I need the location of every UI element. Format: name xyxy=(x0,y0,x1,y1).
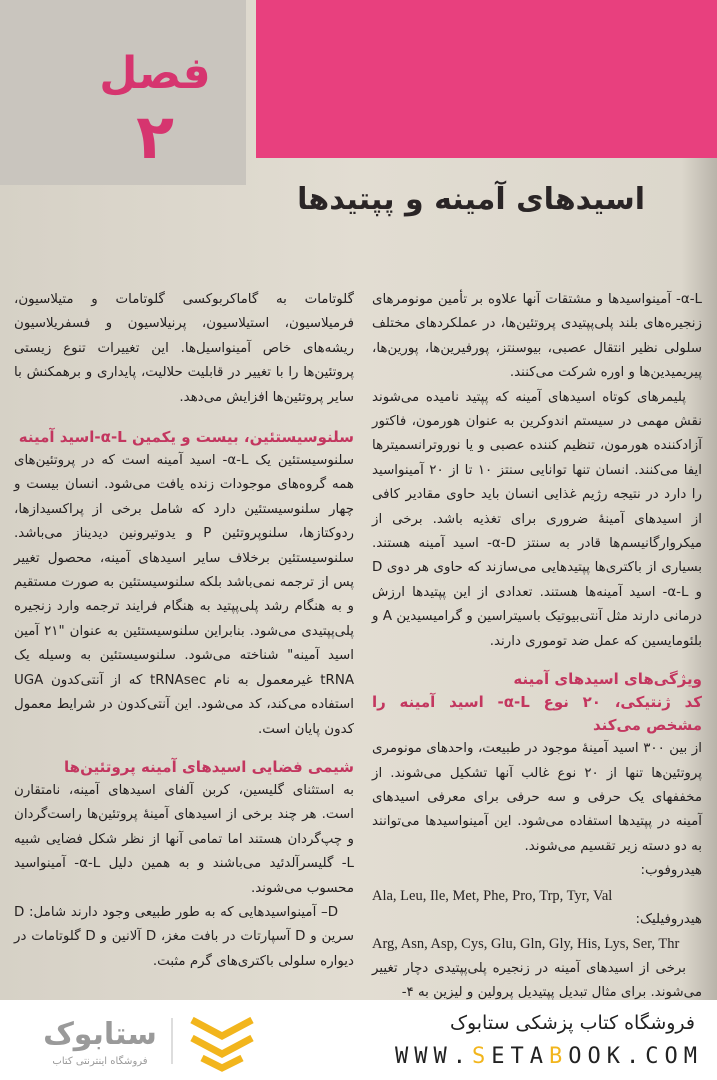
logo-text: ستابوک xyxy=(43,1017,157,1052)
subsection-heading: کد ژنتیکی، ۲۰ نوع α-L- اسید آمینه را مشخص می‌کند xyxy=(372,693,702,735)
shop-name: فروشگاه کتاب پزشکی ستابوک xyxy=(449,1012,695,1034)
paragraph: α-L- آمینواسیدها و مشتقات آنها علاوه بر تأمین مونومرهای زنجیره‌های بلند پلی‌پپتیدی پروتئین‌ها، در عملکردهای مختلف سلولی نظیر انتقال عصبی، بیوسنتز، پورفیرین‌ها، پورین‌ها، پیریمیدین‌ها و اوره شرکت می‌کنند. xyxy=(372,292,702,381)
paragraph: گلوتامات به گاماکربوکسی گلوتامات و متیلاسیون، فرمیلاسیون، استیلاسیون، پرنیلاسیون و فسفریلاسیون ریشه‌های خاص آمینواسیل‌ها. این تغییرات تنوع زیستی پروتئین‌ها را با تغییر در قابلیت حلالیت، پایداری و برهمکنش با سایر پروتئین‌ها افزایش می‌دهد. xyxy=(14,292,354,405)
paragraph: برخی از اسیدهای آمینه در زنجیره پلی‌پپتیدی دچار تغییر می‌شوند. برای مثال تبدیل پپتیدیل پرولین و لیزین به ۴- xyxy=(372,960,702,1000)
chevron-logo-icon xyxy=(192,1020,252,1068)
hydrophobic-label: هیدروفوب: xyxy=(640,863,702,879)
section-heading: ویژگی‌های اسیدهای آمینه xyxy=(513,670,702,689)
paragraph: به استثنای گلیسین، کربن آلفای اسیدهای آمینه، نامتقارن است. هر چند برخی از اسیدهای آمینهٔ پروتئین‌ها راست‌گردان و چپ‌گردان هستند اما تمامی آنها از نظر شکل فضایی شبیه L- گلیسرآلدئید می‌باشند و به همین دلیل α-L- آمینواسید محسوب می‌شوند. xyxy=(14,782,354,896)
paragraph: از بین ۳۰۰ اسید آمینهٔ موجود در طبیعت، واحدهای مونومری پروتئین‌ها تنها از ۲۰ نوع غالب آنها تشکیل می‌شوند. از مخففهای یک حرفی و سه حرفی برای معرفی اسیدهای آمینه در پپتیدها استفاده می‌شود. این آمینواسیدها می‌توانند به دو دسته زیر تقسیم می‌شوند. xyxy=(372,741,703,854)
hydrophilic-label: هیدروفیلیک: xyxy=(635,911,702,927)
chapter-title: اسیدهای آمینه و پپتیدها xyxy=(297,182,645,217)
chapter-number: ۲ xyxy=(136,100,174,173)
chapter-label: فصل xyxy=(99,48,211,99)
setabook-logo xyxy=(30,1010,280,1072)
header-banner xyxy=(256,0,717,158)
paragraph: سلنوسیستئین یک α-L- اسید آمینه است که در پروتئین‌های همه گروه‌های موجودات زنده یافت می‌شود. انسان بیست و چهار سلنوسیستئین دارد که شامل برخی از پراکسیدازها، ردوکتازها، سلنوپروتئین P و یدوتیرونین دیدیناز می‌باشد. سلنوسیستئین برخلاف سایر اسیدهای آمینه، محصول تغییر پس از ترجمه نمی‌باشد بلکه سلنوسیستئین به صورت مستقیم و به هنگام رشد پلی‌پپتید به هنگام فرایند ترجمه وارد زنجیره پلی‌پپتیدی می‌شود. بنابراین سلنوسیستئین به عنوان "۲۱ آمین اسید آمینه" شناخته می‌شود. سلنوسیستئین به وسیله یک tRNA غیرمعمول به نام tRNAsec که از آنتی‌کدون UGA استفاده می‌کند، کد می‌شود. این آنتی‌کدون در شرایط معمول کدون پایان است. xyxy=(14,453,354,737)
url-accent: S xyxy=(472,1044,492,1069)
url-part: ETA xyxy=(491,1044,550,1069)
logo-tagline: فروشگاه اینترنتی کتاب xyxy=(52,1056,148,1067)
hydrophobic-list: Ala, Leu, Ile, Met, Phe, Pro, Trp, Tyr, Val xyxy=(372,887,613,904)
watermark-footer xyxy=(0,1000,717,1080)
right-column xyxy=(372,288,702,1000)
url-part: OOK.COM xyxy=(568,1044,703,1069)
section-heading: شیمی فضایی اسیدهای آمینه پروتئین‌ها xyxy=(64,757,354,776)
left-column xyxy=(14,288,354,974)
hydrophilic-list: Arg, Asn, Asp, Cys, Glu, Gln, Gly, His, Lys, Ser, Thr xyxy=(372,936,680,953)
url-part: WWW. xyxy=(395,1044,473,1069)
section-heading: سلنوسیستئین، بیست و یکمین α-L-اسید آمینه xyxy=(18,428,354,447)
shop-url[interactable] xyxy=(395,1044,703,1069)
paragraph: پلیمرهای کوتاه اسیدهای آمینه که پپتید نامیده می‌شوند نقش مهمی در سیستم اندوکرین به عنوان هورمون، فاکتور آزادکننده هورمون، تنظیم کننده عصبی و یا نوروترانسمیترها ایفا می‌کنند. انسان تنها توانایی سنتز ۱۰ تا از ۲۰ آمینواسید را دارد در نتیجه رژیم غذایی انسان باید حاوی مقادیر کافی از اسیدهای آمینهٔ ضروری برای تغذیه باشد. برخی از میکروارگانیسم‌ها قادر به سنتز α-D- اسید آمینه هستند. بسیاری از باکتری‌ها پپتیدهایی می‌سازند که حاوی هر دوی D و α-L- اسید آمینه‌ها هستند. تعدادی از این پپتیدها ارزش درمانی دارند مثل آنتی‌بیوتیک باسیتراسین و گرامیسیدین A و بلئومایسین که عمل ضد توموری دارند. xyxy=(372,389,703,649)
url-accent: B xyxy=(549,1044,569,1069)
paragraph: D– آمینواسیدهایی که به طور طبیعی وجود دارند شامل: D سرین و D آسپارتات در بافت مغز، D آلانین و D گلوتامات در دیواره سلولی باکتری‌های گرم مثبت. xyxy=(14,904,354,969)
